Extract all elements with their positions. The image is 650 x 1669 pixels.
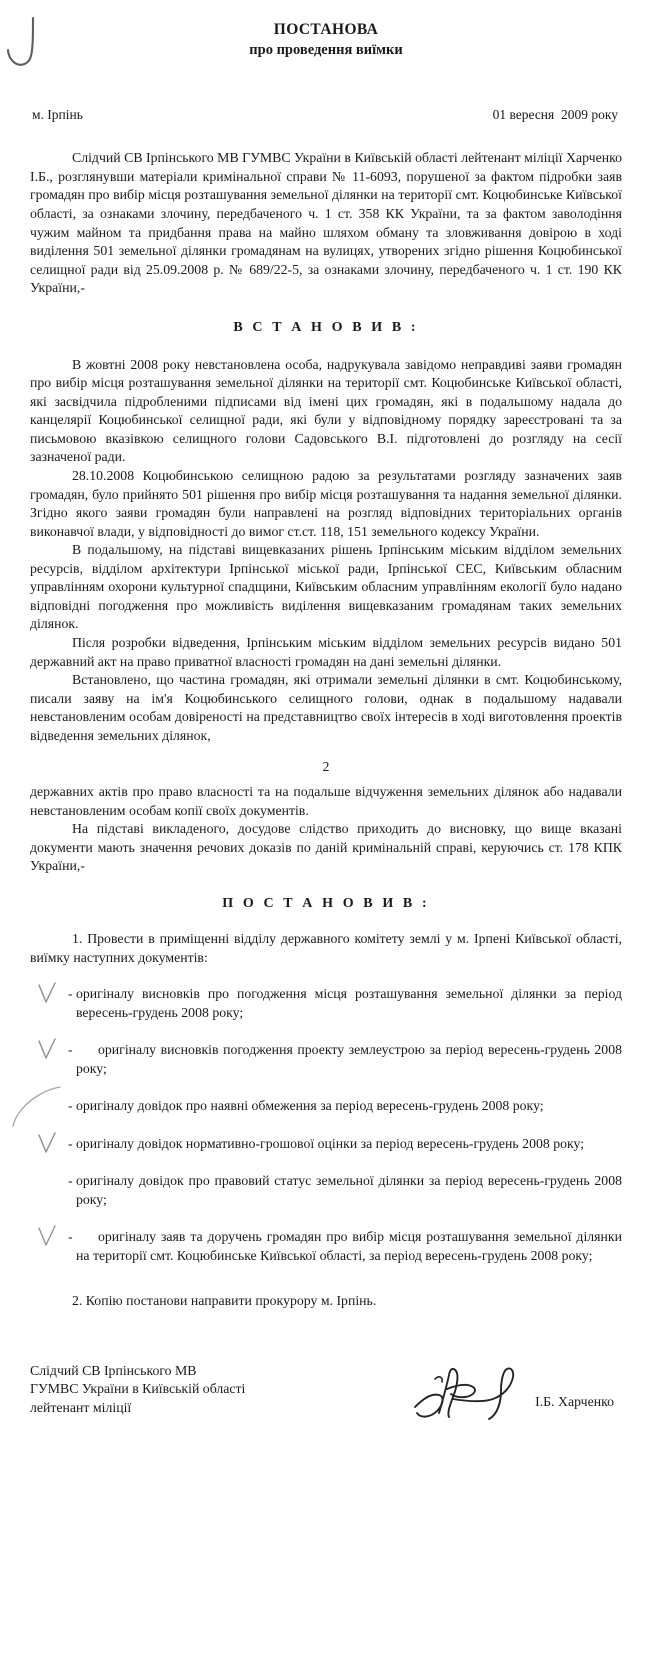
conclusion-paragraph: На підставі викладеного, досудове слідство приходить до висновку, що вище вказані документи мають значення речових доказів по даній кримінальній справі, керуючись ст. 178 КПК України,-: [30, 821, 622, 874]
handwritten-check-icon: [36, 982, 58, 1006]
resolved-item-2: 2. Копію постанови направити прокурору м. Ірпінь.: [72, 1292, 377, 1308]
list-item: [30, 1041, 622, 1078]
established-paragraph-3: В подальшому, на підставі вищевказаних рішень Ірпінським міським відділом земельних ресурсів, відділом архітектури Ірпінської міської ради, Ірпінської СЕС, Київським обласним управлінням охорони культурної спадщини, Київським обласним управлінням екології було надано відповідні погодження про можливість виділення вищевказаним громадянам таких земельних ділянок.: [30, 542, 622, 632]
list-dash: -: [68, 1229, 73, 1245]
list-item-text: оригіналу висновків погодження проекту землеустрою за період вересень-грудень 2008 року;: [76, 1042, 622, 1076]
section-heading-resolved: П О С Т А Н О В И В :: [222, 895, 430, 911]
handwritten-check-icon: [36, 1132, 58, 1156]
signature-area: [409, 1363, 614, 1415]
handwritten-stray-stroke: [12, 1081, 64, 1127]
meta-city: м. Ірпінь: [32, 107, 83, 123]
handwritten-check-icon: [36, 1225, 58, 1249]
page-subtitle: про проведення виїмки: [249, 41, 403, 58]
established-paragraph-1: В жовтні 2008 року невстановлена особа, надрукувала завідомо неправдиві заяви громадян про вибір місця розташування земельної ділянки на території смт. Коцюбинське Київської області, які засвідчила підробленими підписами від імені цих громадян, які в подальшому надала до канцелярії Коцюбинської селищної ради, які були у відповідному порядку зареєстровані та за письмовою вказівкою селищного голови Садовського В.І. підготовлені до розгляду на сесії зазначеної ради.: [30, 356, 622, 465]
meta-date: 01 вересня 2009 року: [492, 107, 618, 123]
signatory-line-3: лейтенант міліції: [30, 1399, 132, 1415]
page-number: 2: [322, 759, 330, 775]
list-item-text: оригіналу довідок нормативно-грошової оцінки за період вересень-грудень 2008 року;: [76, 1135, 585, 1151]
established-paragraph-4: Після розробки відведення, Ірпінським міським відділом земельних ресурсів видано 501 державний акт на право приватної власності громадян на дані земельні ділянки.: [30, 634, 622, 669]
list-item: [30, 1097, 622, 1116]
signature-block: [30, 1362, 622, 1417]
resolved-item-1: 1. Провести в приміщенні відділу державного комітету землі у м. Ірпені Київської області, виїмку наступних документів:: [30, 930, 622, 965]
document-meta: [30, 107, 622, 123]
list-item: [30, 1135, 622, 1154]
list-item: [30, 1172, 622, 1209]
established-paragraph-2: 28.10.2008 Коцюбинською селищною радою за результатами розгляду зазначених заяв громадян, було прийнято 501 рішення про вибір місця розташування та надання земельної ділянки. Згідно якого заяви громадян були направлені на розгляд відповідних територіальних органів виконавчої влади, у відповідності до вимог ст.ст. 118, 151 земельного кодексу України.: [30, 468, 622, 539]
list-item-text: оригіналу довідок про правовий статус земельної ділянки за період вересень-грудень 2008 року;: [76, 1173, 622, 1207]
intro-paragraph: Слідчий СВ Ірпінського МВ ГУМВС України в Київській області лейтенант міліції Харченко І.Б., розглянувши матеріали кримінальної справи № 11-6093, порушеної за фактом підробки заяв громадян про вибір місця розташування земельної ділянки на території смт. Коцюбинське Київської області, за ознаками злочину, передбаченого ч. 1 ст. 358 КК України, та за фактом заволодіння чужим майном та придбання права на майно шляхом обману та зловживання довірою в ході виділення 501 земельної ділянки громадянам на вулицях, утворених згідно рішення Коцюбинської селищної ради від 25.09.2008 р. № 689/22-5, за ознаками злочину, передбаченого ч. 1 ст. 190 КК України,-: [30, 150, 622, 296]
documents-list: [30, 985, 622, 1265]
list-item-text: оригіналу довідок про наявні обмеження за період вересень-грудень 2008 року;: [76, 1098, 544, 1114]
list-item-text: оригіналу висновків про погодження місця розташування земельної ділянки за період вересень-грудень 2008 року;: [76, 986, 622, 1020]
established-paragraph-5: Встановлено, що частина громадян, які отримали земельні ділянки в смт. Коцюбинському, писали заяву на ім'я Коцюбинського селищного голови, однак в подальшому надавали невстановленим особам довіреності на представництво своїх інтересів в ході виготовлення проектів відведення земельних ділянок,: [30, 672, 622, 743]
list-item-text: оригіналу заяв та доручень громадян про вибір місця розташування земельної ділянки на території смт. Коцюбинське Київської області, за період вересень-грудень 2008 року;: [76, 1229, 622, 1263]
handwritten-signature: [409, 1363, 529, 1425]
established-section: [30, 356, 622, 745]
list-dash: -: [68, 1098, 73, 1114]
list-dash: -: [68, 1173, 73, 1189]
list-dash: -: [68, 1042, 73, 1058]
handwritten-hook-mark: [6, 14, 46, 72]
intro-section: [30, 149, 622, 297]
continuation-paragraph: державних актів про право власності та на подальше відчуження земельних ділянок або надавали невстановленим особам копії своїх документів.: [30, 784, 622, 818]
handwritten-check-icon: [36, 1038, 58, 1062]
list-dash: -: [68, 1135, 73, 1151]
section-heading-established: В С Т А Н О В И В :: [233, 319, 419, 335]
signatory-name: І.Б. Харченко: [535, 1393, 614, 1409]
list-item: [30, 985, 622, 1022]
signatory-title: [30, 1362, 370, 1417]
list-dash: -: [68, 986, 73, 1002]
list-item: [30, 1228, 622, 1265]
signatory-line-1: Слідчий СВ Ірпінського МВ: [30, 1363, 197, 1379]
page-title: ПОСТАНОВА: [273, 21, 379, 38]
signatory-line-2: ГУМВС України в Київській області: [30, 1381, 246, 1397]
